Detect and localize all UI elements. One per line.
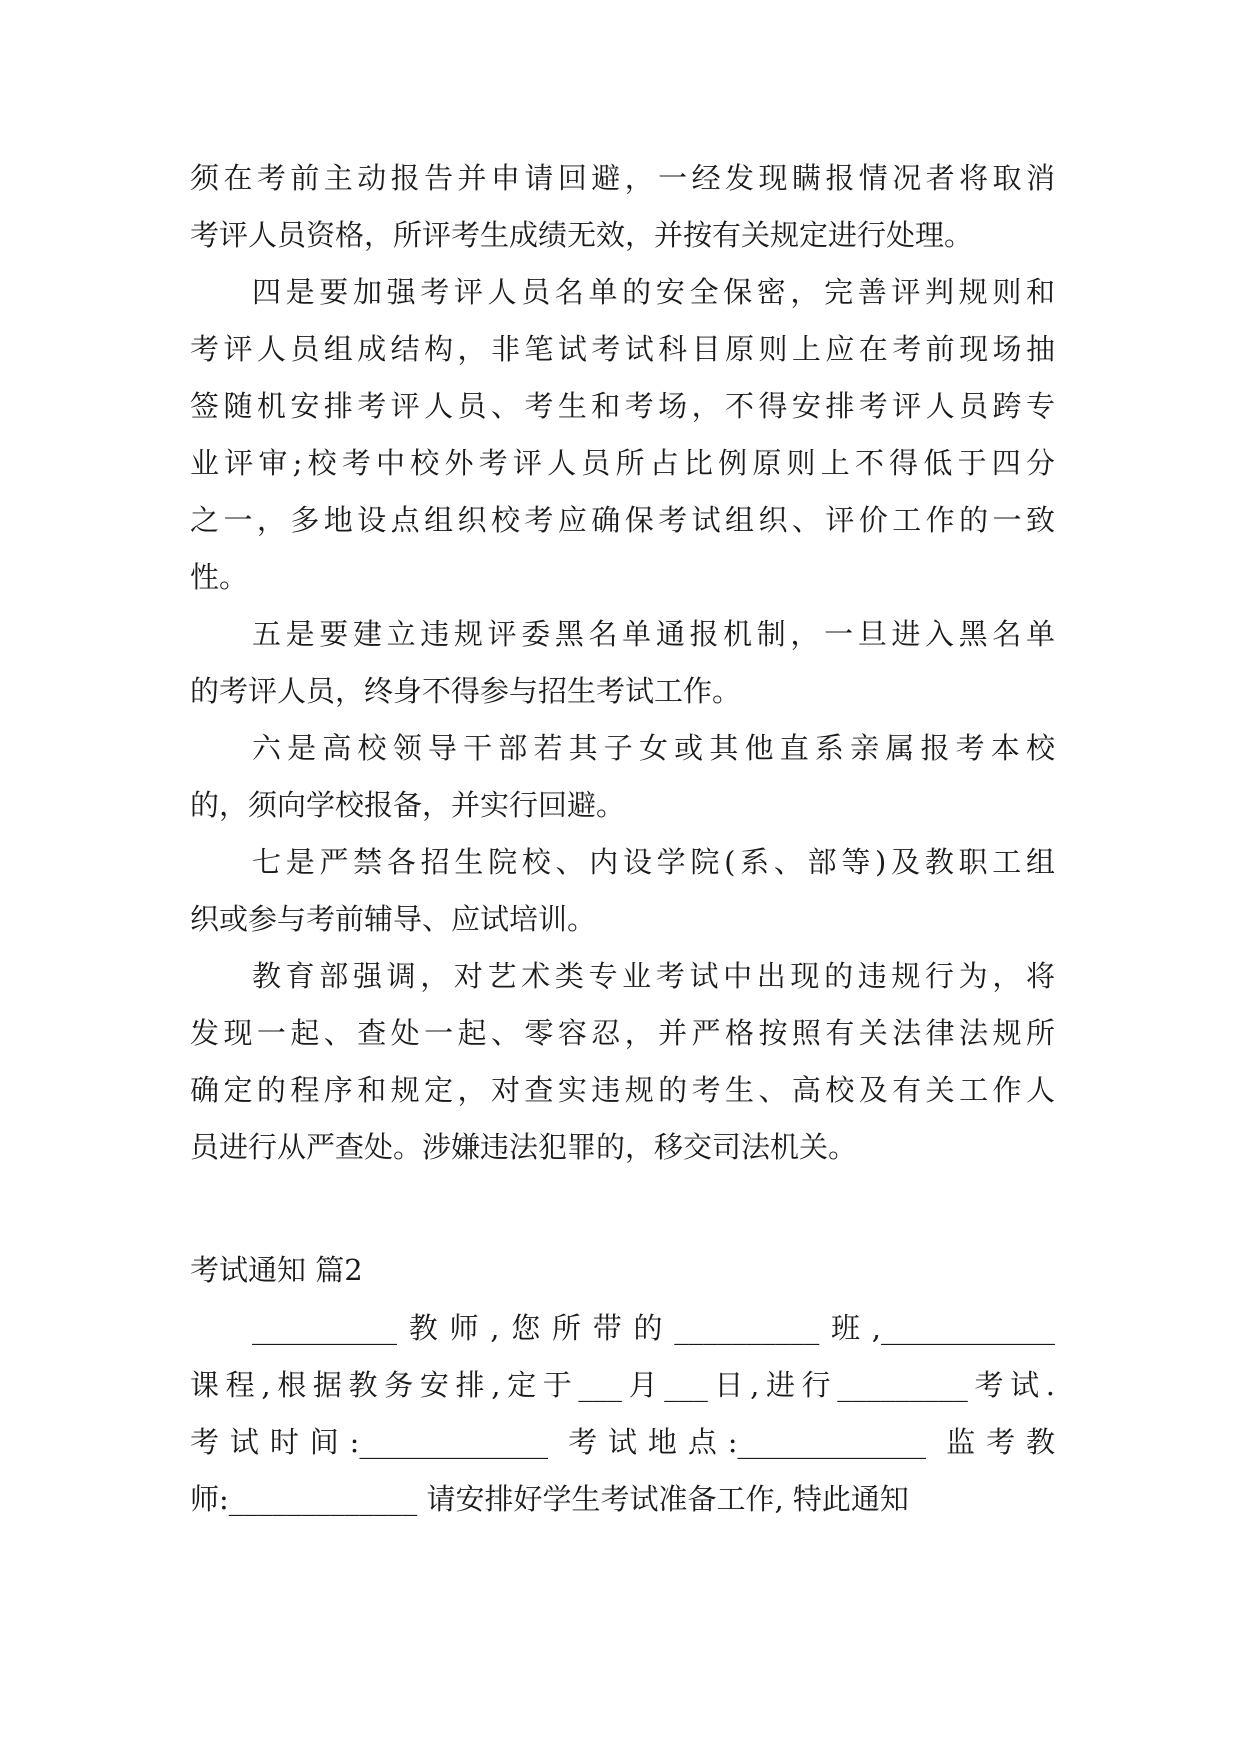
document-page — [190, 150, 1055, 1528]
paragraph-line: 教育部强调，对艺术类专业考试中出现的违规行为，将 — [252, 959, 1055, 993]
paragraph-line: 的，须向学校报备，并实行回避。 — [190, 788, 626, 822]
paragraph-line: 考评人员组成结构，非笔试考试科目原则上应在考前现场抽 — [190, 332, 1055, 366]
paragraph-line: 织或参与考前辅导、应试培训。 — [190, 902, 597, 936]
paragraph-line: 之一，多地设点组织校考应确保考试组织、评价工作的一致 — [190, 503, 1055, 537]
paragraph-line: 性。 — [190, 560, 249, 594]
paragraph-line: 四是要加强考评人员名单的安全保密，完善评判规则和 — [252, 275, 1055, 309]
paragraph-line: 六是高校领导干部若其子女或其他直系亲属报考本校 — [252, 731, 1055, 765]
paragraph-line: 七是严禁各招生院校、内设学院(系、部等)及教职工组 — [252, 845, 1055, 879]
form-line: 课程,根据教务安排,定于___月___日,进行_________考试. — [190, 1368, 1055, 1402]
paragraph-line: 业评审;校考中校外考评人员所占比例原则上不得低于四分 — [190, 446, 1055, 480]
paragraph-line: 签随机安排考评人员、考生和考场，不得安排考评人员跨专 — [190, 389, 1055, 423]
form-line: __________教师,您所带的__________班,____________ — [252, 1311, 1055, 1345]
section-heading: 考试通知 篇2 — [190, 1253, 363, 1287]
paragraph-line: 发现一起、查处一起、零容忍，并严格按照有关法律法规所 — [190, 1016, 1055, 1050]
paragraph-line: 员进行从严查处。涉嫌违法犯罪的，移交司法机关。 — [190, 1130, 858, 1164]
paragraph-line: 考评人员资格，所评考生成绩无效，并按有关规定进行处理。 — [190, 218, 974, 252]
form-line: 考试时间:_____________ 考试地点:_____________ 监考教 — [190, 1425, 1055, 1459]
section-gap — [190, 1176, 1055, 1240]
paragraph-line: 确定的程序和规定，对查实违规的考生、高校及有关工作人 — [190, 1073, 1055, 1107]
paragraph-line: 的考评人员，终身不得参与招生考试工作。 — [190, 674, 742, 708]
form-line: 师:_____________ 请安排好学生考试准备工作, 特此通知 — [190, 1482, 909, 1516]
paragraph-line: 须在考前主动报告并申请回避，一经发现瞒报情况者将取消 — [190, 161, 1055, 195]
paragraph-line: 五是要建立违规评委黑名单通报机制，一旦进入黑名单 — [252, 617, 1055, 651]
